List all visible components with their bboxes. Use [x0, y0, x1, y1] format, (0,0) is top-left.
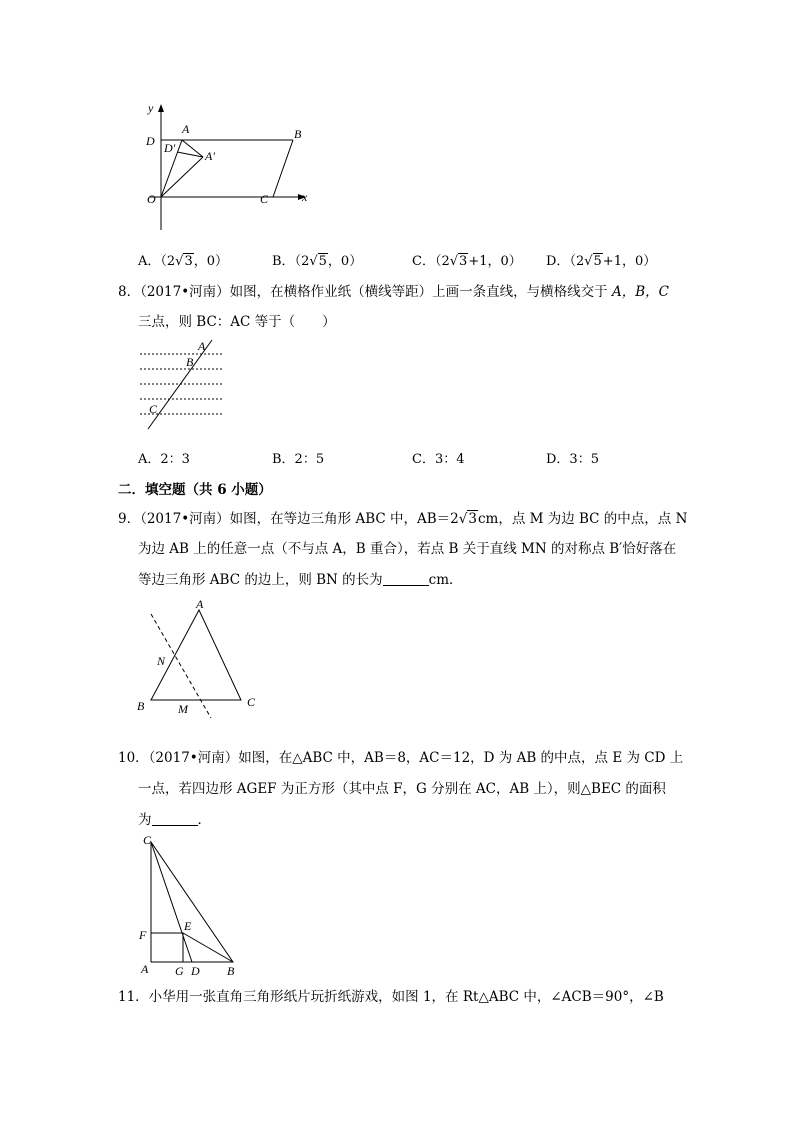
q8-figure — [130, 335, 230, 435]
q10-label-d: D — [191, 964, 200, 978]
q9-answer-blank[interactable] — [383, 571, 429, 586]
q7-label-x: x — [302, 190, 308, 204]
q10-stem-line3: 为 ． — [138, 812, 211, 828]
q7-label-d: D — [146, 134, 155, 148]
q9-label-a: A — [196, 597, 204, 611]
q9-stem-line1: 9．（2017•河南）如图，在等边三角形 ABC 中，AB＝2√3cm，点 M 为边 BC 的中点，点 N — [118, 511, 688, 527]
q9-label-b: B — [137, 699, 145, 713]
q7-figure — [130, 100, 320, 235]
q7-label-ap: A′ — [205, 149, 215, 163]
q10-label-f: F — [139, 928, 147, 942]
q7-label-a: A — [182, 122, 190, 136]
q8-option-d[interactable]: D．3：5 — [546, 452, 599, 467]
q7-option-a[interactable]: A．（2√3，0） — [138, 254, 229, 269]
q8-label-b: B — [186, 355, 194, 369]
q10-label-e: E — [184, 919, 192, 933]
q7-label-b: B — [294, 127, 302, 141]
q8-option-b[interactable]: B．2：5 — [272, 452, 325, 467]
q7-option-d[interactable]: D．（2√5+1，0） — [546, 254, 657, 269]
q8-label-c: C — [149, 402, 158, 416]
q9-figure — [133, 596, 263, 720]
q7-option-c[interactable]: C．（2√3+1，0） — [412, 254, 522, 269]
q10-label-b: B — [227, 964, 235, 978]
q9-label-c: C — [247, 695, 256, 709]
q9-label-n: N — [157, 654, 166, 668]
q7-label-o: O — [147, 192, 156, 206]
q10-label-g: G — [175, 964, 184, 978]
q9-stem-line3: 等边三角形 ABC 的边上，则 BN 的长为 cm． — [138, 572, 463, 588]
q10-figure — [135, 832, 245, 982]
section-heading: 二．填空题（共 6 小题） — [118, 482, 272, 498]
q8-option-a[interactable]: A．2：3 — [138, 452, 190, 467]
q11-stem-line1: 11．小华用一张直角三角形纸片玩折纸游戏，如图 1，在 Rt△ABC 中，∠ACB＝90°，∠B — [118, 989, 664, 1005]
q7-option-b[interactable]: B．（2√5，0） — [272, 254, 363, 269]
q10-label-c: C — [143, 833, 152, 847]
q10-label-a: A — [141, 962, 149, 976]
q9-stem-line2: 为边 AB 上的任意一点（不与点 A，B 重合），若点 B 关于直线 MN 的对称点 B′恰好落在 — [138, 541, 677, 557]
q8-stem-line1: 8．（2017•河南）如图，在横格作业纸（横线等距）上画一条直线，与横格线交于 A，B，C — [118, 284, 669, 300]
q7-label-c: C — [260, 192, 269, 206]
q10-stem-line1: 10．（2017•河南）如图，在△ABC 中，AB＝8，AC＝12，D 为 AB 的中点，点 E 为 CD 上 — [118, 750, 684, 766]
q8-label-a: A — [198, 339, 206, 353]
q8-stem-line2: 三点，则 BC：AC 等于（ ） — [138, 314, 336, 330]
q10-answer-blank[interactable] — [152, 811, 198, 826]
q9-label-m: M — [178, 702, 188, 716]
q10-stem-line2: 一点，若四边形 AGEF 为正方形（其中点 F，G 分别在 AC，AB 上），则△BEC 的面积 — [138, 781, 666, 797]
q8-option-c[interactable]: C．3：4 — [412, 452, 465, 467]
q7-label-dp: D′ — [164, 141, 176, 155]
q7-label-y: y — [148, 101, 154, 115]
